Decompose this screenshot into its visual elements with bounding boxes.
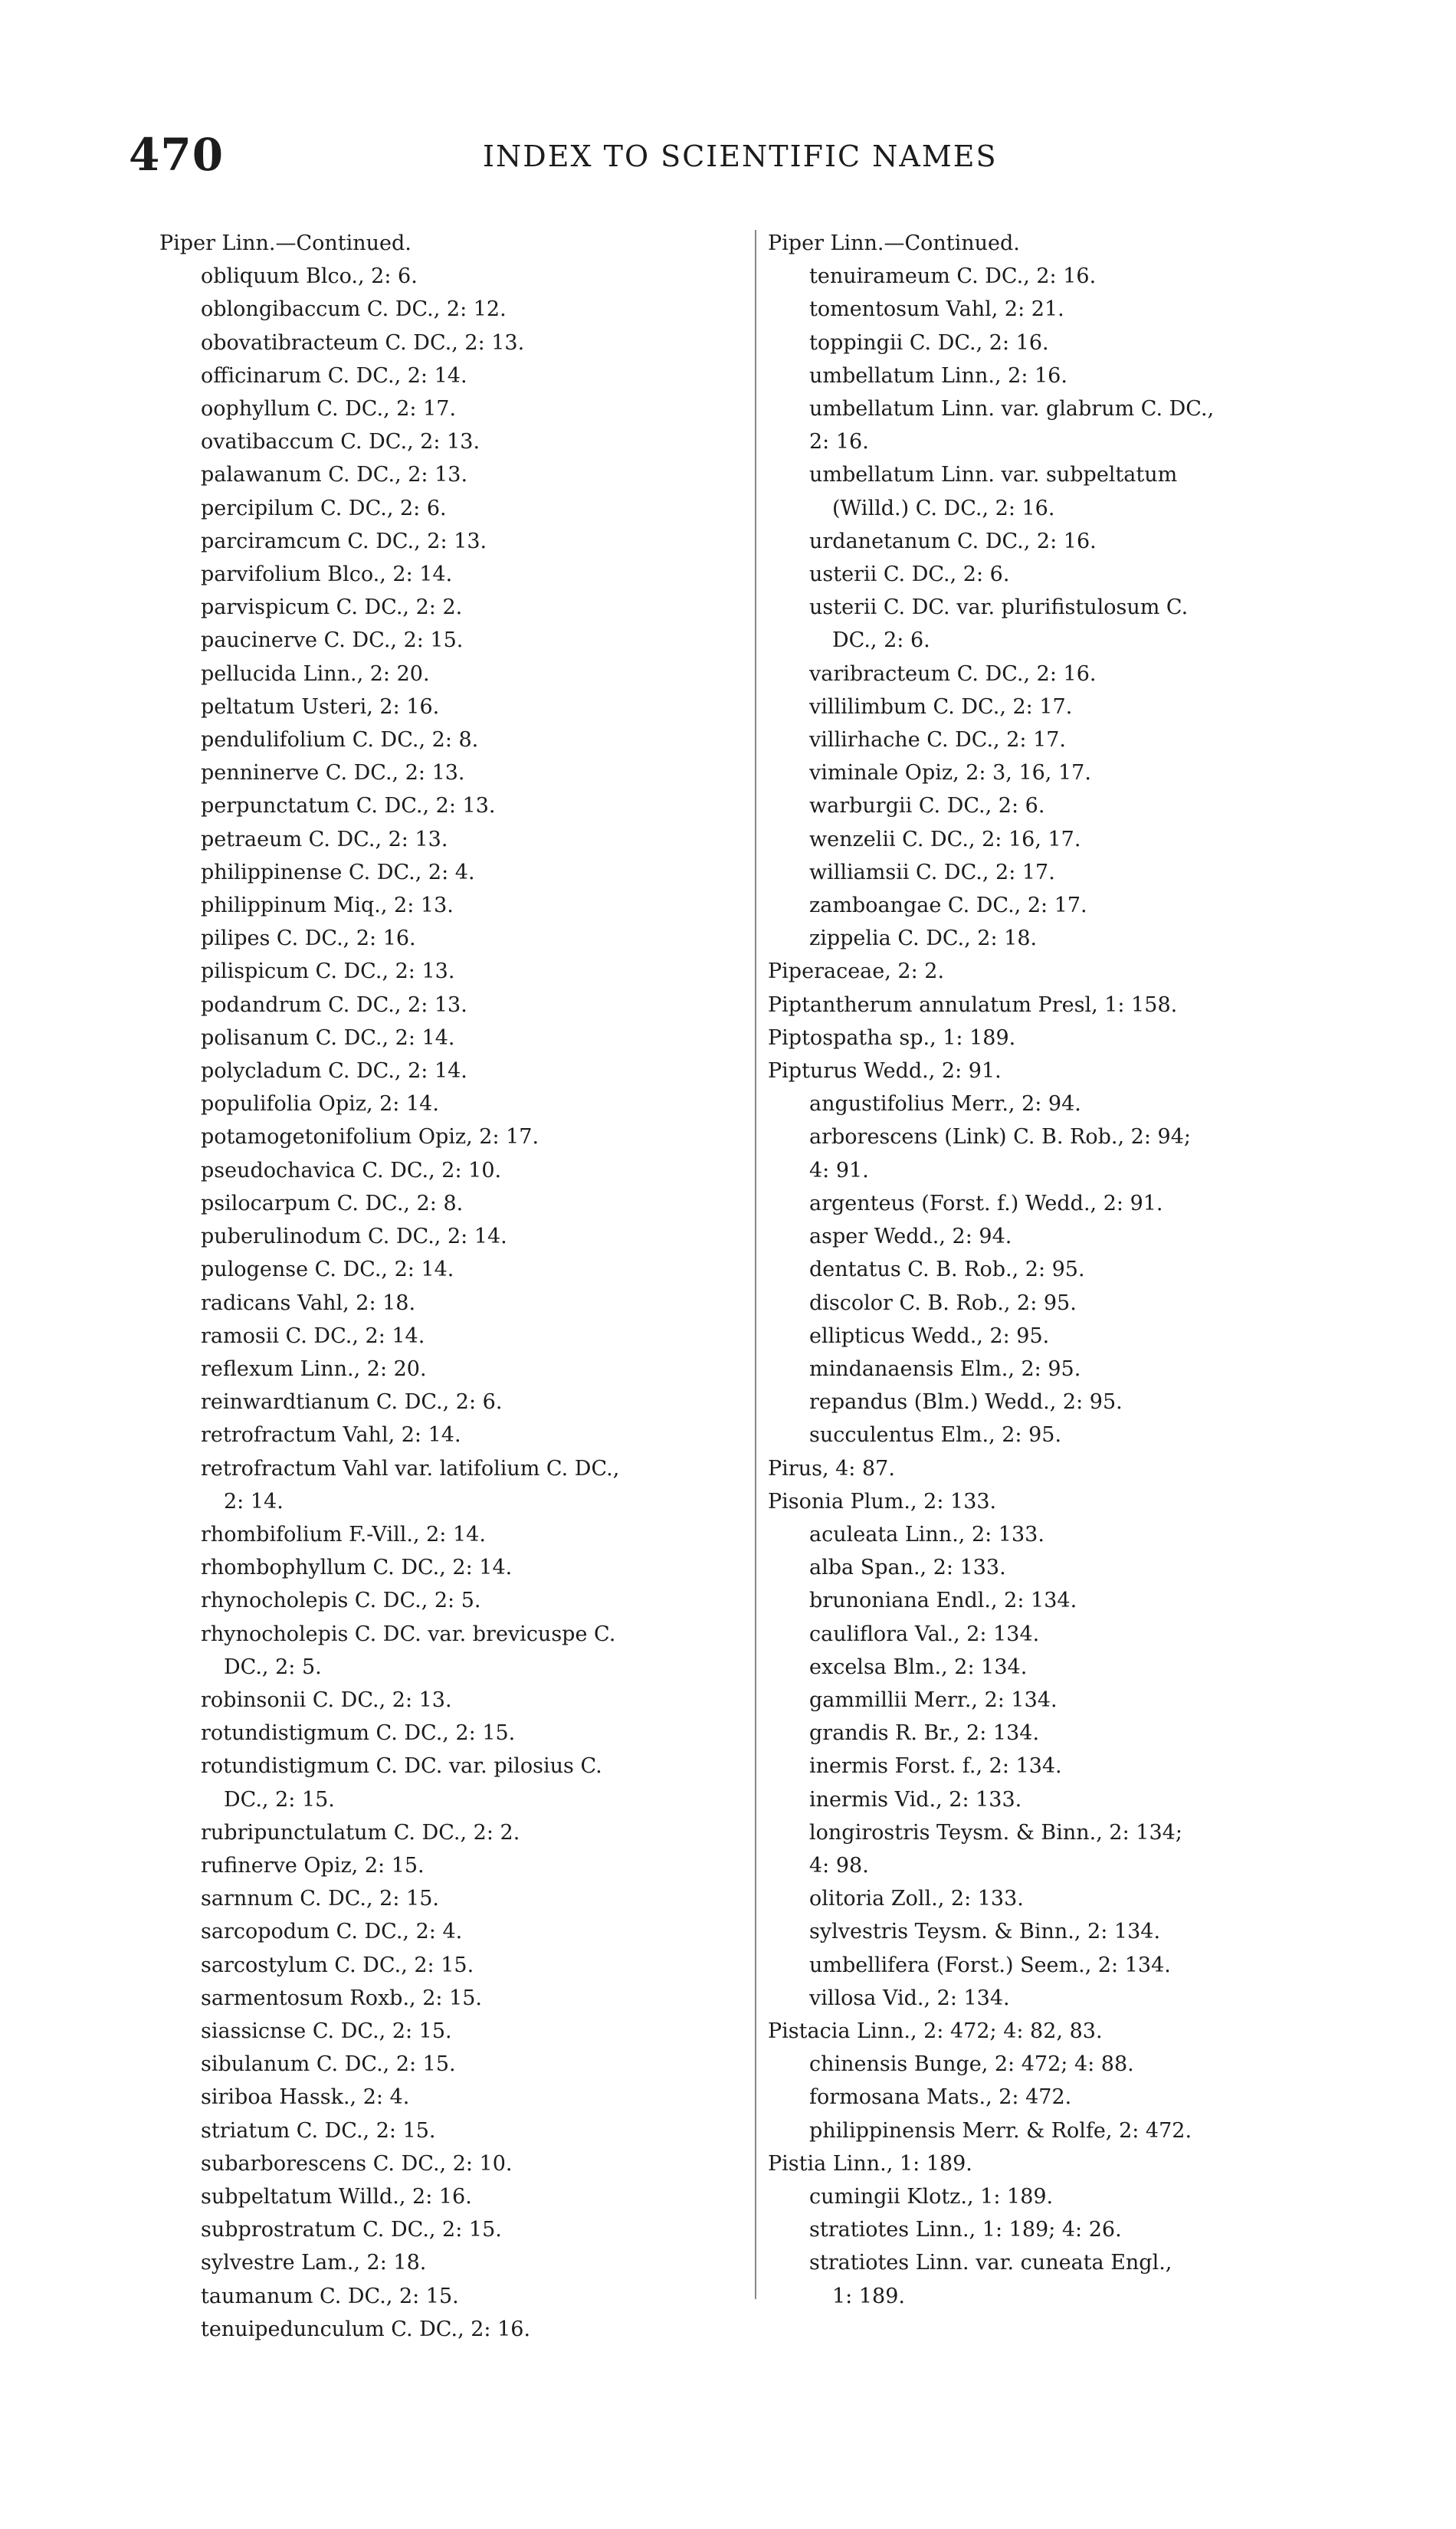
index-species-entry: usterii C. DC., 2: 6. <box>809 563 1010 587</box>
index-genus-entry: Pistia Linn., 1: 189. <box>768 2151 972 2176</box>
index-species-entry: subprostratum C. DC., 2: 15. <box>201 2218 502 2242</box>
index-species-entry: usterii C. DC. var. plurifistulosum C. <box>809 595 1189 620</box>
index-species-entry: formosana Mats., 2: 472. <box>809 2085 1072 2110</box>
column-divider <box>755 230 756 2299</box>
index-species-entry: sylvestre Lam., 2: 18. <box>201 2251 427 2275</box>
index-species-entry: 2: 16. <box>809 430 869 454</box>
index-species-entry: reinwardtianum C. DC., 2: 6. <box>201 1390 503 1415</box>
index-species-entry: toppingii C. DC., 2: 16. <box>809 330 1049 355</box>
index-species-entry: grandis R. Br., 2: 134. <box>809 1721 1040 1746</box>
index-species-entry: pendulifolium C. DC., 2: 8. <box>201 728 479 753</box>
index-species-entry: rotundistigmum C. DC., 2: 15. <box>201 1721 516 1746</box>
index-species-entry: palawanum C. DC., 2: 13. <box>201 463 468 487</box>
index-species-entry: pseudochavica C. DC., 2: 10. <box>201 1158 502 1182</box>
index-species-entry: sarmentosum Roxb., 2: 15. <box>201 1986 483 2010</box>
index-species-entry: cumingii Klotz., 1: 189. <box>809 2184 1054 2209</box>
index-species-entry: villilimbum C. DC., 2: 17. <box>809 694 1073 719</box>
index-species-entry: sarnnum C. DC., 2: 15. <box>201 1887 439 1911</box>
index-species-entry: ramosii C. DC., 2: 14. <box>201 1324 425 1348</box>
index-species-entry: aculeata Linn., 2: 133. <box>809 1522 1044 1547</box>
index-species-entry: striatum C. DC., 2: 15. <box>201 2118 436 2143</box>
page-number: 470 <box>129 129 225 181</box>
index-species-entry: petraeum C. DC., 2: 13. <box>201 827 448 851</box>
index-species-entry: williamsii C. DC., 2: 17. <box>809 860 1055 884</box>
index-species-entry: cauliflora Val., 2: 134. <box>809 1622 1040 1646</box>
index-species-entry: ovatibaccum C. DC., 2: 13. <box>201 430 480 454</box>
page-title: INDEX TO SCIENTIFIC NAMES <box>483 139 998 173</box>
index-species-entry: rotundistigmum C. DC. var. pilosius C. <box>201 1754 602 1779</box>
index-species-entry: peltatum Usteri, 2: 16. <box>201 694 440 719</box>
index-species-entry: obovatibracteum C. DC., 2: 13. <box>201 330 525 355</box>
index-species-entry: psilocarpum C. DC., 2: 8. <box>201 1191 464 1215</box>
index-species-entry: argenteus (Forst. f.) Wedd., 2: 91. <box>809 1191 1163 1215</box>
index-species-entry: reflexum Linn., 2: 20. <box>201 1356 427 1381</box>
index-genus-entry: Pisonia Plum., 2: 133. <box>768 1489 997 1514</box>
index-species-entry: gammillii Merr., 2: 134. <box>809 1688 1058 1712</box>
index-species-entry: robinsonii C. DC., 2: 13. <box>201 1688 452 1712</box>
index-species-entry: villosa Vid., 2: 134. <box>809 1986 1010 2010</box>
index-species-entry: siassicnse C. DC., 2: 15. <box>201 2019 452 2043</box>
index-species-entry: oophyllum C. DC., 2: 17. <box>201 397 457 422</box>
index-species-entry: viminale Opiz, 2: 3, 16, 17. <box>809 761 1091 786</box>
index-species-entry: rubripunctulatum C. DC., 2: 2. <box>201 1820 520 1845</box>
index-species-entry: zamboangae C. DC., 2: 17. <box>809 894 1087 918</box>
index-species-entry: DC., 2: 5. <box>224 1655 322 1679</box>
index-column-left <box>159 227 742 2346</box>
index-genus-entry: Piper Linn.—Continued. <box>768 231 1020 255</box>
index-species-entry: longirostris Teysm. & Binn., 2: 134; <box>809 1820 1182 1845</box>
index-species-entry: stratiotes Linn., 1: 189; 4: 26. <box>809 2218 1122 2242</box>
index-species-entry: retrofractum Vahl var. latifolium C. DC., <box>201 1456 620 1481</box>
index-species-entry: subarborescens C. DC., 2: 10. <box>201 2151 513 2176</box>
index-species-entry: philippinensis Merr. & Rolfe, 2: 472. <box>809 2118 1192 2143</box>
index-species-entry: discolor C. B. Rob., 2: 95. <box>809 1291 1077 1315</box>
index-species-entry: parciramcum C. DC., 2: 13. <box>201 529 487 553</box>
index-species-entry: paucinerve C. DC., 2: 15. <box>201 628 464 653</box>
index-species-entry: repandus (Blm.) Wedd., 2: 95. <box>809 1390 1123 1415</box>
index-species-entry: arborescens (Link) C. B. Rob., 2: 94; <box>809 1125 1191 1150</box>
index-species-entry: rhombifolium F.-Vill., 2: 14. <box>201 1522 486 1547</box>
index-species-entry: obliquum Blco., 2: 6. <box>201 264 418 289</box>
index-species-entry: philippinense C. DC., 2: 4. <box>201 860 475 884</box>
index-genus-entry: Piperaceae, 2: 2. <box>768 959 945 984</box>
index-species-entry: zippelia C. DC., 2: 18. <box>809 927 1038 951</box>
index-species-entry: villirhache C. DC., 2: 17. <box>809 728 1067 753</box>
index-species-entry: succulentus Elm., 2: 95. <box>809 1423 1062 1448</box>
index-species-entry: tenuirameum C. DC., 2: 16. <box>809 264 1097 289</box>
index-species-entry: sarcopodum C. DC., 2: 4. <box>201 1920 463 1944</box>
index-genus-entry: Pirus, 4: 87. <box>768 1456 895 1481</box>
index-genus-entry: Pipturus Wedd., 2: 91. <box>768 1059 1002 1084</box>
index-species-entry: parvispicum C. DC., 2: 2. <box>201 595 463 620</box>
index-species-entry: dentatus C. B. Rob., 2: 95. <box>809 1258 1085 1282</box>
index-species-entry: olitoria Zoll., 2: 133. <box>809 1887 1024 1911</box>
index-species-entry: philippinum Miq., 2: 13. <box>201 894 454 918</box>
index-species-entry: mindanaensis Elm., 2: 95. <box>809 1356 1081 1381</box>
index-species-entry: podandrum C. DC., 2: 13. <box>201 992 467 1017</box>
index-species-entry: (Willd.) C. DC., 2: 16. <box>832 496 1055 520</box>
index-species-entry: angustifolius Merr., 2: 94. <box>809 1092 1081 1117</box>
index-species-entry: sibulanum C. DC., 2: 15. <box>201 2052 456 2077</box>
index-species-entry: asper Wedd., 2: 94. <box>809 1225 1012 1249</box>
index-genus-entry: Piper Linn.—Continued. <box>159 231 412 255</box>
index-species-entry: umbellatum Linn. var. subpeltatum <box>809 463 1178 487</box>
index-species-entry: percipilum C. DC., 2: 6. <box>201 496 447 520</box>
index-genus-entry: Pistacia Linn., 2: 472; 4: 82, 83. <box>768 2019 1103 2043</box>
index-species-entry: umbellatum Linn. var. glabrum C. DC., <box>809 397 1215 422</box>
index-genus-entry: Piptantherum annulatum Presl, 1: 158. <box>768 992 1178 1017</box>
index-species-entry: rhombophyllum C. DC., 2: 14. <box>201 1556 513 1580</box>
index-genus-entry: Piptospatha sp., 1: 189. <box>768 1025 1016 1050</box>
index-species-entry: populifolia Opiz, 2: 14. <box>201 1092 439 1117</box>
index-species-entry: perpunctatum C. DC., 2: 13. <box>201 794 496 818</box>
index-species-entry: stratiotes Linn. var. cuneata Engl., <box>809 2251 1172 2275</box>
index-species-entry: sarcostylum C. DC., 2: 15. <box>201 1953 474 1977</box>
index-species-entry: inermis Forst. f., 2: 134. <box>809 1754 1062 1779</box>
index-species-entry: urdanetanum C. DC., 2: 16. <box>809 529 1097 553</box>
index-species-entry: potamogetonifolium Opiz, 2: 17. <box>201 1125 539 1150</box>
index-species-entry: rhynocholepis C. DC. var. brevicuspe C. <box>201 1622 616 1646</box>
index-species-entry: chinensis Bunge, 2: 472; 4: 88. <box>809 2052 1134 2077</box>
index-species-entry: DC., 2: 15. <box>224 1787 335 1812</box>
index-species-entry: 1: 189. <box>832 2284 905 2308</box>
index-species-entry: inermis Vid., 2: 133. <box>809 1787 1022 1812</box>
index-species-entry: wenzelii C. DC., 2: 16, 17. <box>809 827 1081 851</box>
index-species-entry: pilipes C. DC., 2: 16. <box>201 927 416 951</box>
index-species-entry: umbellatum Linn., 2: 16. <box>809 363 1067 388</box>
index-species-entry: tenuipedunculum C. DC., 2: 16. <box>201 2317 531 2341</box>
index-species-entry: pulogense C. DC., 2: 14. <box>201 1258 454 1282</box>
index-species-entry: 4: 98. <box>809 1853 869 1878</box>
index-species-entry: rhynocholepis C. DC., 2: 5. <box>201 1589 481 1613</box>
index-species-entry: 4: 91. <box>809 1158 869 1182</box>
index-species-entry: polisanum C. DC., 2: 14. <box>201 1025 455 1050</box>
index-species-entry: umbellifera (Forst.) Seem., 2: 134. <box>809 1953 1171 1977</box>
index-species-entry: penninerve C. DC., 2: 13. <box>201 761 465 786</box>
index-species-entry: polycladum C. DC., 2: 14. <box>201 1059 467 1084</box>
index-column-right <box>768 227 1358 2313</box>
index-species-entry: brunoniana Endl., 2: 134. <box>809 1589 1077 1613</box>
index-species-entry: warburgii C. DC., 2: 6. <box>809 794 1045 818</box>
index-species-entry: pilispicum C. DC., 2: 13. <box>201 959 455 984</box>
index-species-entry: taumanum C. DC., 2: 15. <box>201 2284 459 2308</box>
index-species-entry: oblongibaccum C. DC., 2: 12. <box>201 297 507 322</box>
index-species-entry: parvifolium Blco., 2: 14. <box>201 563 453 587</box>
index-species-entry: excelsa Blm., 2: 134. <box>809 1655 1028 1679</box>
index-species-entry: retrofractum Vahl, 2: 14. <box>201 1423 461 1448</box>
index-species-entry: varibracteum C. DC., 2: 16. <box>809 661 1097 686</box>
index-species-entry: subpeltatum Willd., 2: 16. <box>201 2184 472 2209</box>
index-species-entry: ellipticus Wedd., 2: 95. <box>809 1324 1050 1348</box>
index-species-entry: siriboa Hassk., 2: 4. <box>201 2085 410 2110</box>
index-species-entry: DC., 2: 6. <box>832 628 930 653</box>
index-species-entry: alba Span., 2: 133. <box>809 1556 1006 1580</box>
index-species-entry: officinarum C. DC., 2: 14. <box>201 363 467 388</box>
index-species-entry: puberulinodum C. DC., 2: 14. <box>201 1225 507 1249</box>
index-species-entry: tomentosum Vahl, 2: 21. <box>809 297 1064 322</box>
index-species-entry: sylvestris Teysm. & Binn., 2: 134. <box>809 1920 1161 1944</box>
index-species-entry: radicans Vahl, 2: 18. <box>201 1291 416 1315</box>
index-species-entry: 2: 14. <box>224 1489 284 1514</box>
index-species-entry: rufinerve Opiz, 2: 15. <box>201 1853 425 1878</box>
index-species-entry: pellucida Linn., 2: 20. <box>201 661 430 686</box>
